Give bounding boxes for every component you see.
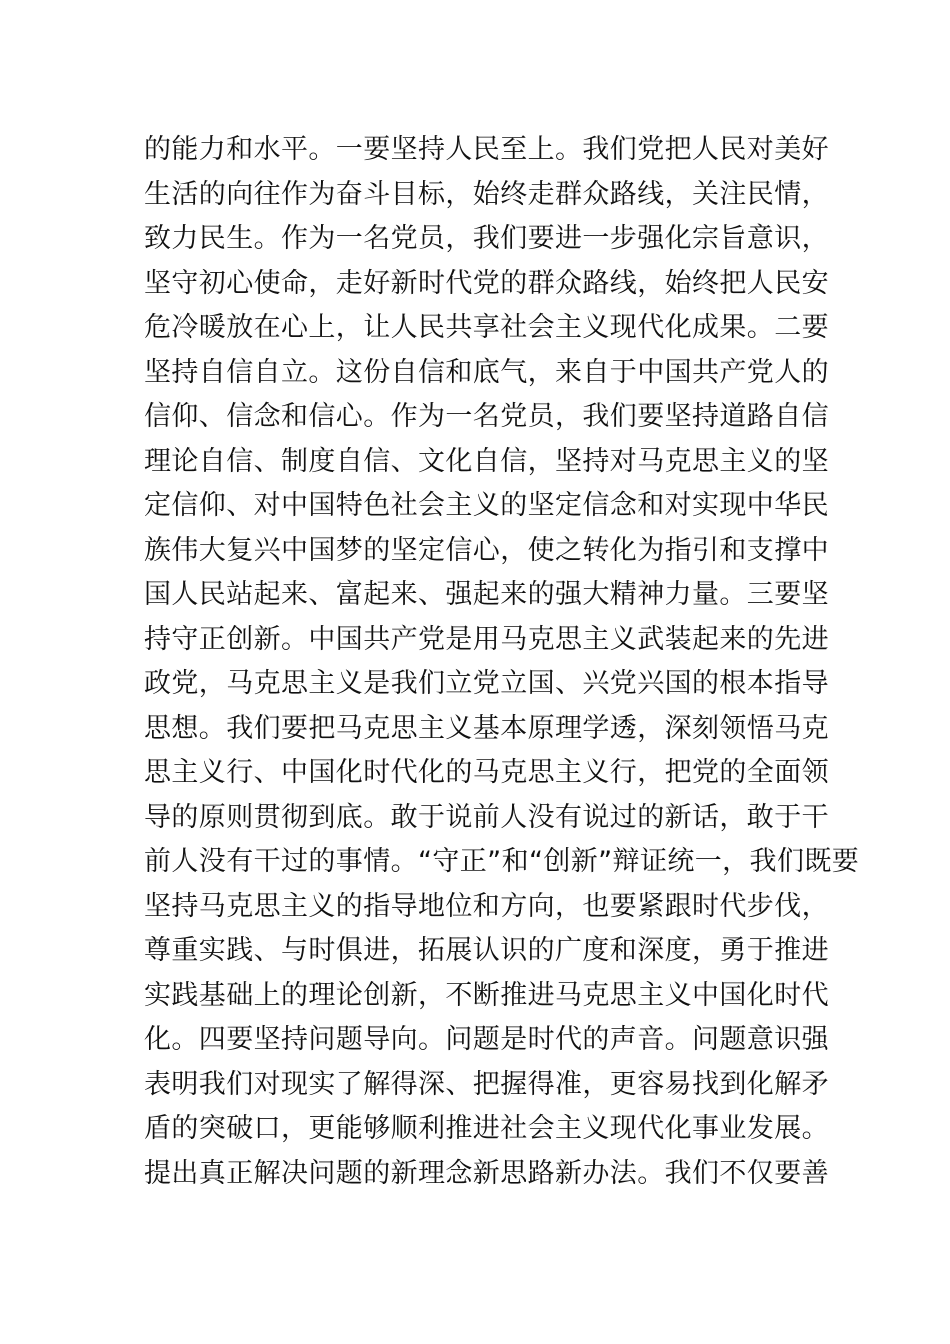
text-line: 危冷暖放在心上，让人民共享社会主义现代化成果。二要: [144, 312, 829, 343]
text-line: 坚持自信自立。这份自信和底气，来自于中国共产党人的: [144, 356, 829, 388]
text-line: 化。四要坚持问题导向。问题是时代的声音。问题意识强: [144, 1024, 829, 1055]
text-line: 理论自信、制度自信、文化自信，坚持对马克思主义的坚: [144, 445, 829, 477]
text-line: 尊重实践、与时俱进，拓展认识的广度和深度，勇于推进: [144, 935, 829, 966]
text-line: 导的原则贯彻到底。敢于说前人没有说过的新话，敢于干: [144, 801, 829, 833]
text-line: 族伟大复兴中国梦的坚定信心，使之转化为指引和支撑中: [144, 534, 829, 566]
text-line: 前人没有干过的事情。“守正”和“创新”辩证统一，我们既要: [144, 846, 860, 877]
text-line: 思主义行、中国化时代化的马克思主义行，把党的全面领: [144, 757, 829, 788]
text-line: 信仰、信念和信心。作为一名党员，我们要坚持道路自信: [144, 401, 829, 432]
text-line: 坚守初心使命，走好新时代党的群众路线，始终把人民安: [144, 267, 829, 299]
text-line: 提出真正解决问题的新理念新思路新办法。我们不仅要善: [144, 1157, 829, 1189]
text-line: 定信仰、对中国特色社会主义的坚定信念和对实现中华民: [144, 490, 829, 521]
text-line: 思想。我们要把马克思主义基本原理学透，深刻领悟马克: [144, 712, 829, 744]
body-paragraph: [144, 128, 860, 1196]
text-line: 盾的突破口，更能够顺利推进社会主义现代化事业发展。: [144, 1113, 829, 1144]
text-line: 实践基础上的理论创新，不断推进马克思主义中国化时代: [144, 979, 829, 1011]
text-line: 国人民站起来、富起来、强起来的强大精神力量。三要坚: [144, 579, 829, 610]
text-line: 坚持马克思主义的指导地位和方向，也要紧跟时代步伐，: [144, 890, 829, 922]
text-line: 致力民生。作为一名党员，我们要进一步强化宗旨意识，: [144, 223, 829, 254]
text-line: 表明我们对现实了解得深、把握得准，更容易找到化解矛: [144, 1068, 829, 1100]
text-line: 的能力和水平。一要坚持人民至上。我们党把人民对美好: [144, 134, 829, 165]
text-line: 政党，马克思主义是我们立党立国、兴党兴国的根本指导: [144, 668, 829, 699]
text-line: 生活的向往作为奋斗目标，始终走群众路线，关注民情，: [144, 178, 829, 210]
text-line: 持守正创新。中国共产党是用马克思主义武装起来的先进: [144, 623, 829, 655]
